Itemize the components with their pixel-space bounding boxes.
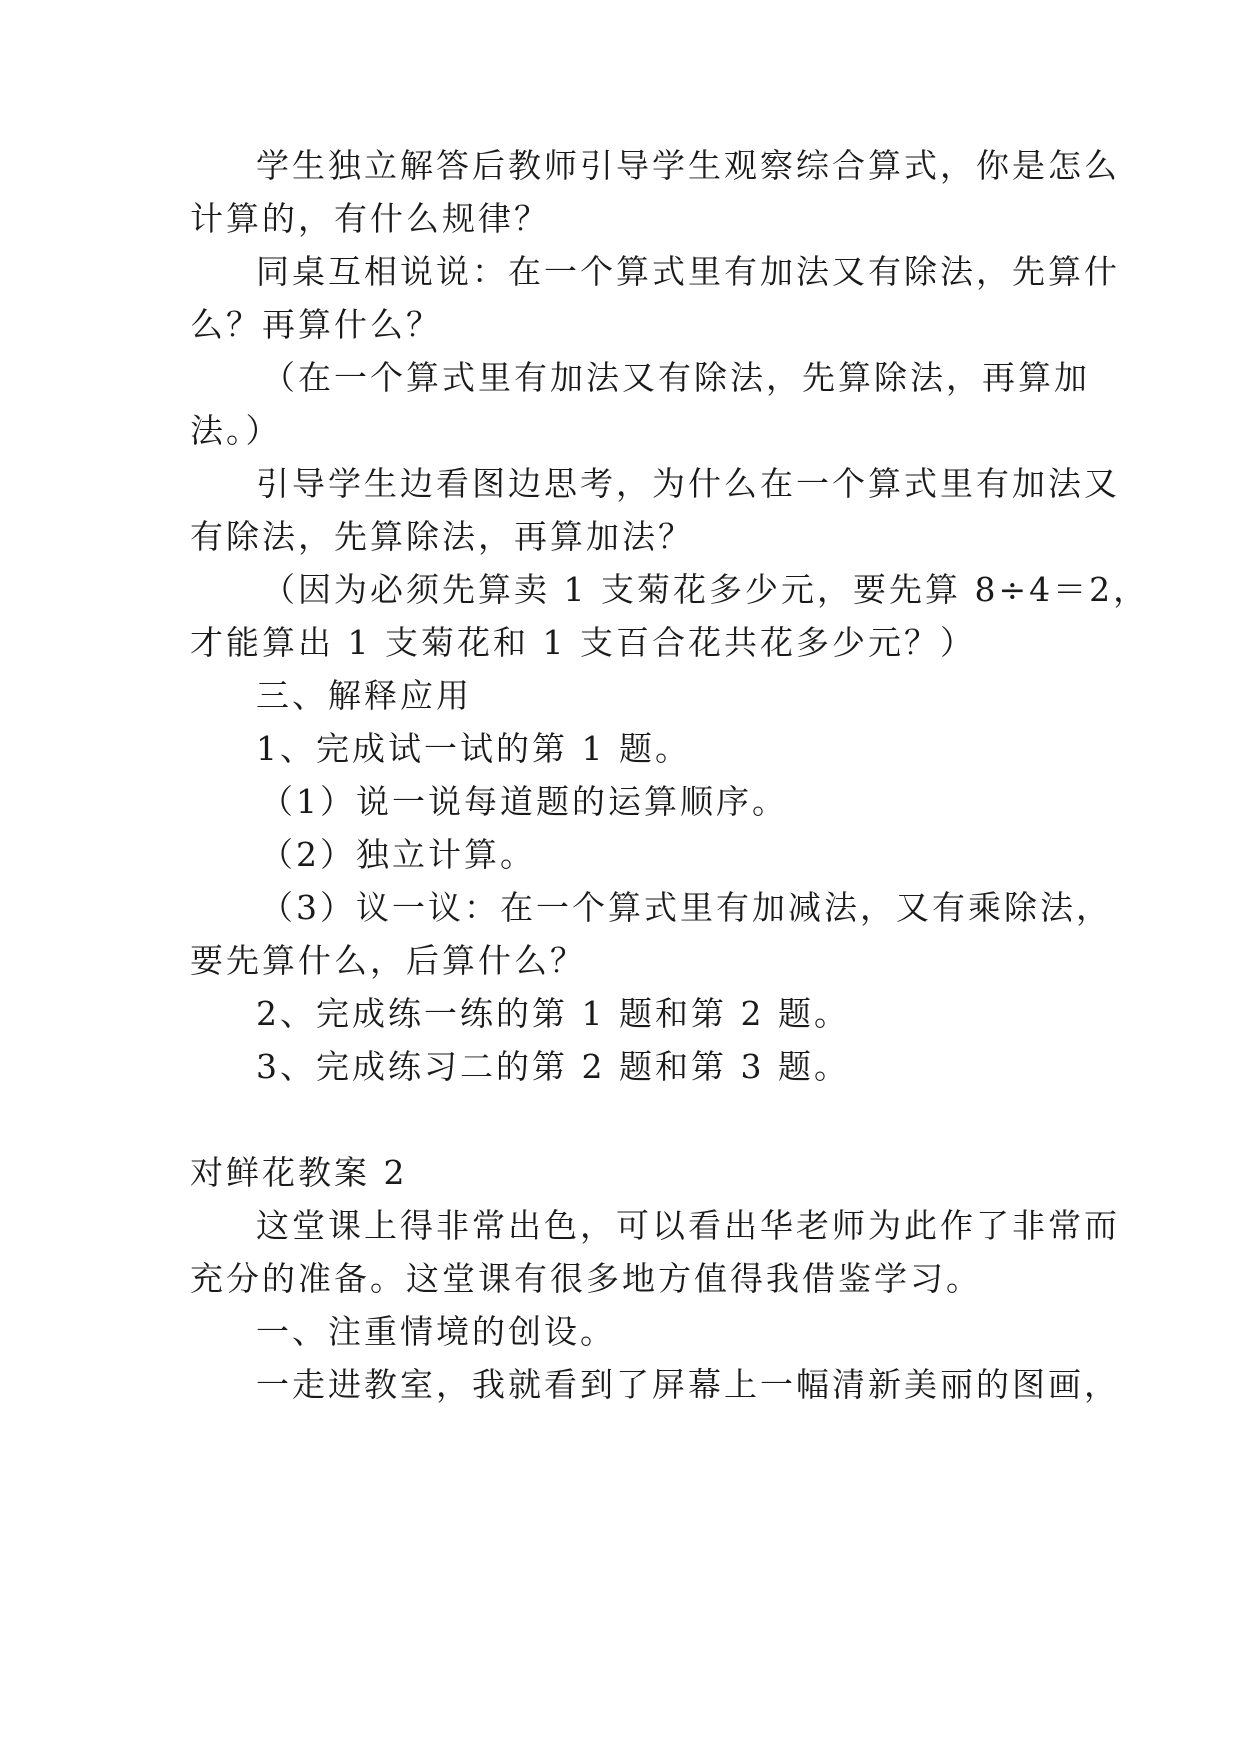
- paragraph-line: （因为必须先算卖 1 支菊花多少元，要先算 8÷4＝2，: [262, 570, 1150, 609]
- paragraph-line: 才能算出 1 支菊花和 1 支百合花共花多少元？）: [190, 623, 976, 662]
- section-heading: 三、解释应用: [256, 676, 472, 715]
- paragraph-line: 引导学生边看图边思考，为什么在一个算式里有加法又: [256, 464, 1120, 503]
- list-item: （2）独立计算。: [260, 835, 536, 874]
- paragraph-line: 充分的准备。这堂课有很多地方值得我借鉴学习。: [190, 1259, 982, 1298]
- list-item: 3、完成练习二的第 2 题和第 3 题。: [256, 1047, 850, 1086]
- list-item: 2、完成练一练的第 1 题和第 2 题。: [256, 994, 850, 1033]
- paragraph-line: 有除法，先算除法，再算加法？: [190, 517, 694, 556]
- list-item: （1）说一说每道题的运算顺序。: [260, 782, 788, 821]
- paragraph-line: 要先算什么，后算什么？: [190, 941, 586, 980]
- paragraph-line: （在一个算式里有加法又有除法，先算除法，再算加: [262, 358, 1090, 397]
- paragraph-line: 这堂课上得非常出色，可以看出华老师为此作了非常而: [256, 1206, 1120, 1245]
- paragraph-line: 法。）: [190, 411, 282, 450]
- list-item: 1、完成试一试的第 1 题。: [256, 729, 691, 768]
- section-heading: 一、注重情境的创设。: [256, 1312, 616, 1351]
- paragraph-line: 么？再算什么？: [190, 305, 442, 344]
- paragraph-line: 一走进教室，我就看到了屏幕上一幅清新美丽的图画，: [256, 1365, 1120, 1404]
- paragraph-line: 计算的，有什么规律？: [190, 199, 550, 238]
- document-title: 对鲜花教案 2: [190, 1153, 408, 1192]
- list-item: （3）议一议：在一个算式里有加减法，又有乘除法，: [260, 888, 1112, 927]
- paragraph-line: 同桌互相说说：在一个算式里有加法又有除法，先算什: [256, 252, 1120, 291]
- paragraph-line: 学生独立解答后教师引导学生观察综合算式，你是怎么: [256, 146, 1120, 185]
